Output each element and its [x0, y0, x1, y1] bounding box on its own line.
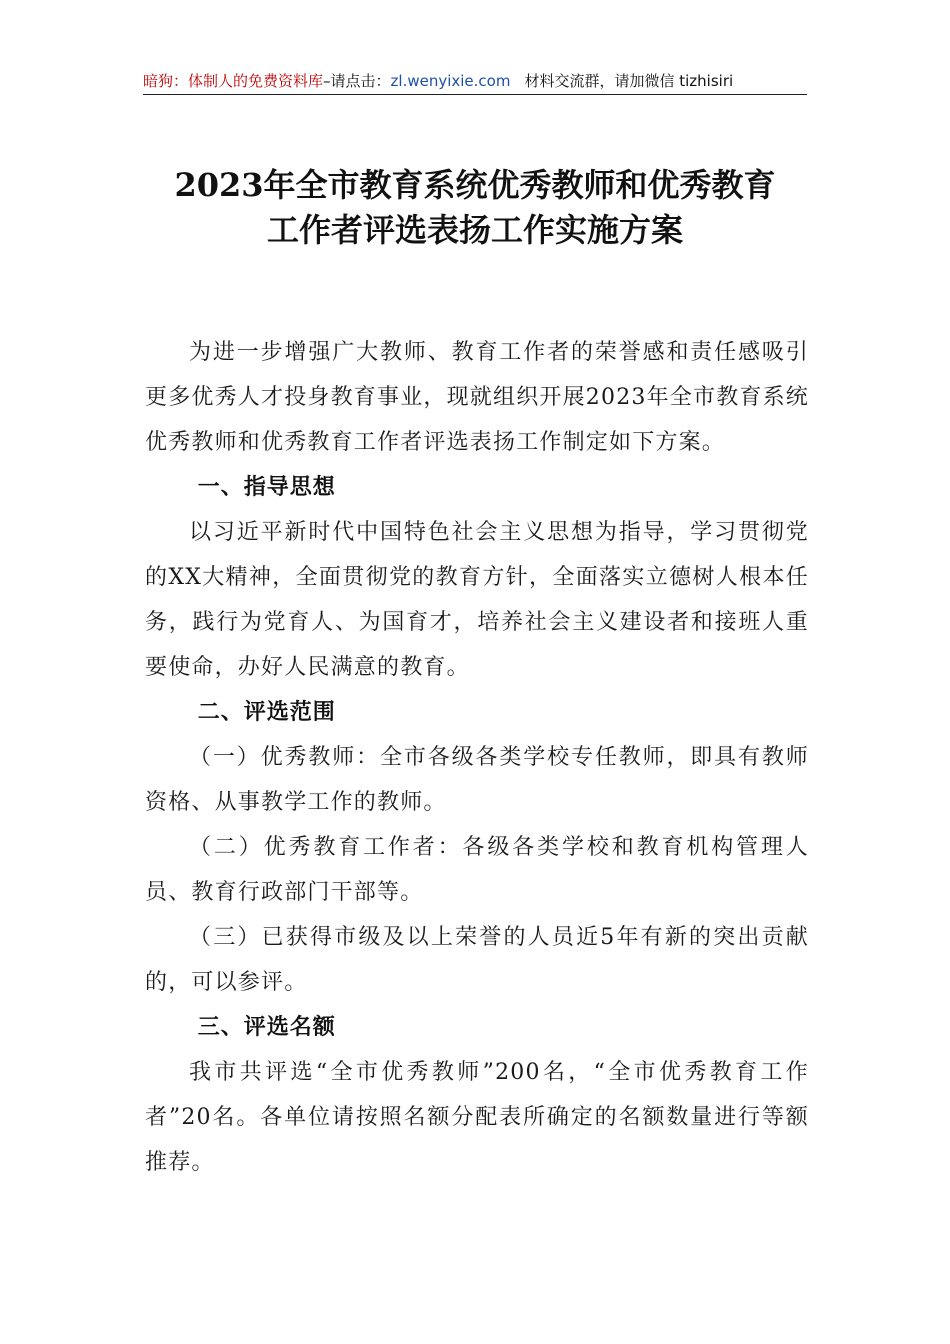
paragraph-scope-honored: （三）已获得市级及以上荣誉的人员近5年有新的突出贡献的，可以参评。 — [145, 925, 809, 995]
paragraph-scope-workers: （二）优秀教育工作者：各级各类学校和教育机构管理人员、教育行政部门干部等。 — [145, 835, 809, 905]
paragraph-scope-teachers: （一）优秀教师：全市各级各类学校专任教师，即具有教师资格、从事教学工作的教师。 — [145, 745, 809, 815]
document-title-line-1: 2023年全市教育系统优秀教师和优秀教育 — [174, 166, 776, 204]
header-brand: 暗狗：体制人的免费资料库 — [143, 72, 324, 90]
paragraph-quota: 我市共评选“全市优秀教师”200名，“全市优秀教育工作者”20名。各单位请按照名额分配表所确定的名额数量进行等额推荐。 — [145, 1060, 809, 1175]
header-url-link[interactable]: zl.wenyixie.com — [390, 72, 511, 90]
intro-paragraph: 为进一步增强广大教师、教育工作者的荣誉感和责任感吸引更多优秀人才投身教育事业，现就组织开展2023年全市教育系统优秀教师和优秀教育工作者评选表扬工作制定如下方案。 — [145, 340, 809, 455]
page-header — [143, 68, 807, 95]
section-heading-scope: 二、评选范围 — [197, 700, 336, 725]
header-wechat-note: 材料交流群，请加微信 tizhisiri — [524, 72, 734, 90]
document-body — [145, 330, 809, 1185]
document-title-line-2: 工作者评选表扬工作实施方案 — [266, 211, 683, 249]
header-prompt: –请点击： — [323, 72, 391, 90]
section-heading-quota: 三、评选名额 — [197, 1015, 336, 1040]
paragraph-guiding-thought: 以习近平新时代中国特色社会主义思想为指导，学习贯彻党的XX大精神，全面贯彻党的教育方针，全面落实立德树人根本任务，践行为党育人、为国育才，培养社会主义建设者和接班人重要使命，办好人民满意的教育。 — [145, 520, 809, 680]
section-heading-guiding-thought: 一、指导思想 — [197, 475, 336, 500]
